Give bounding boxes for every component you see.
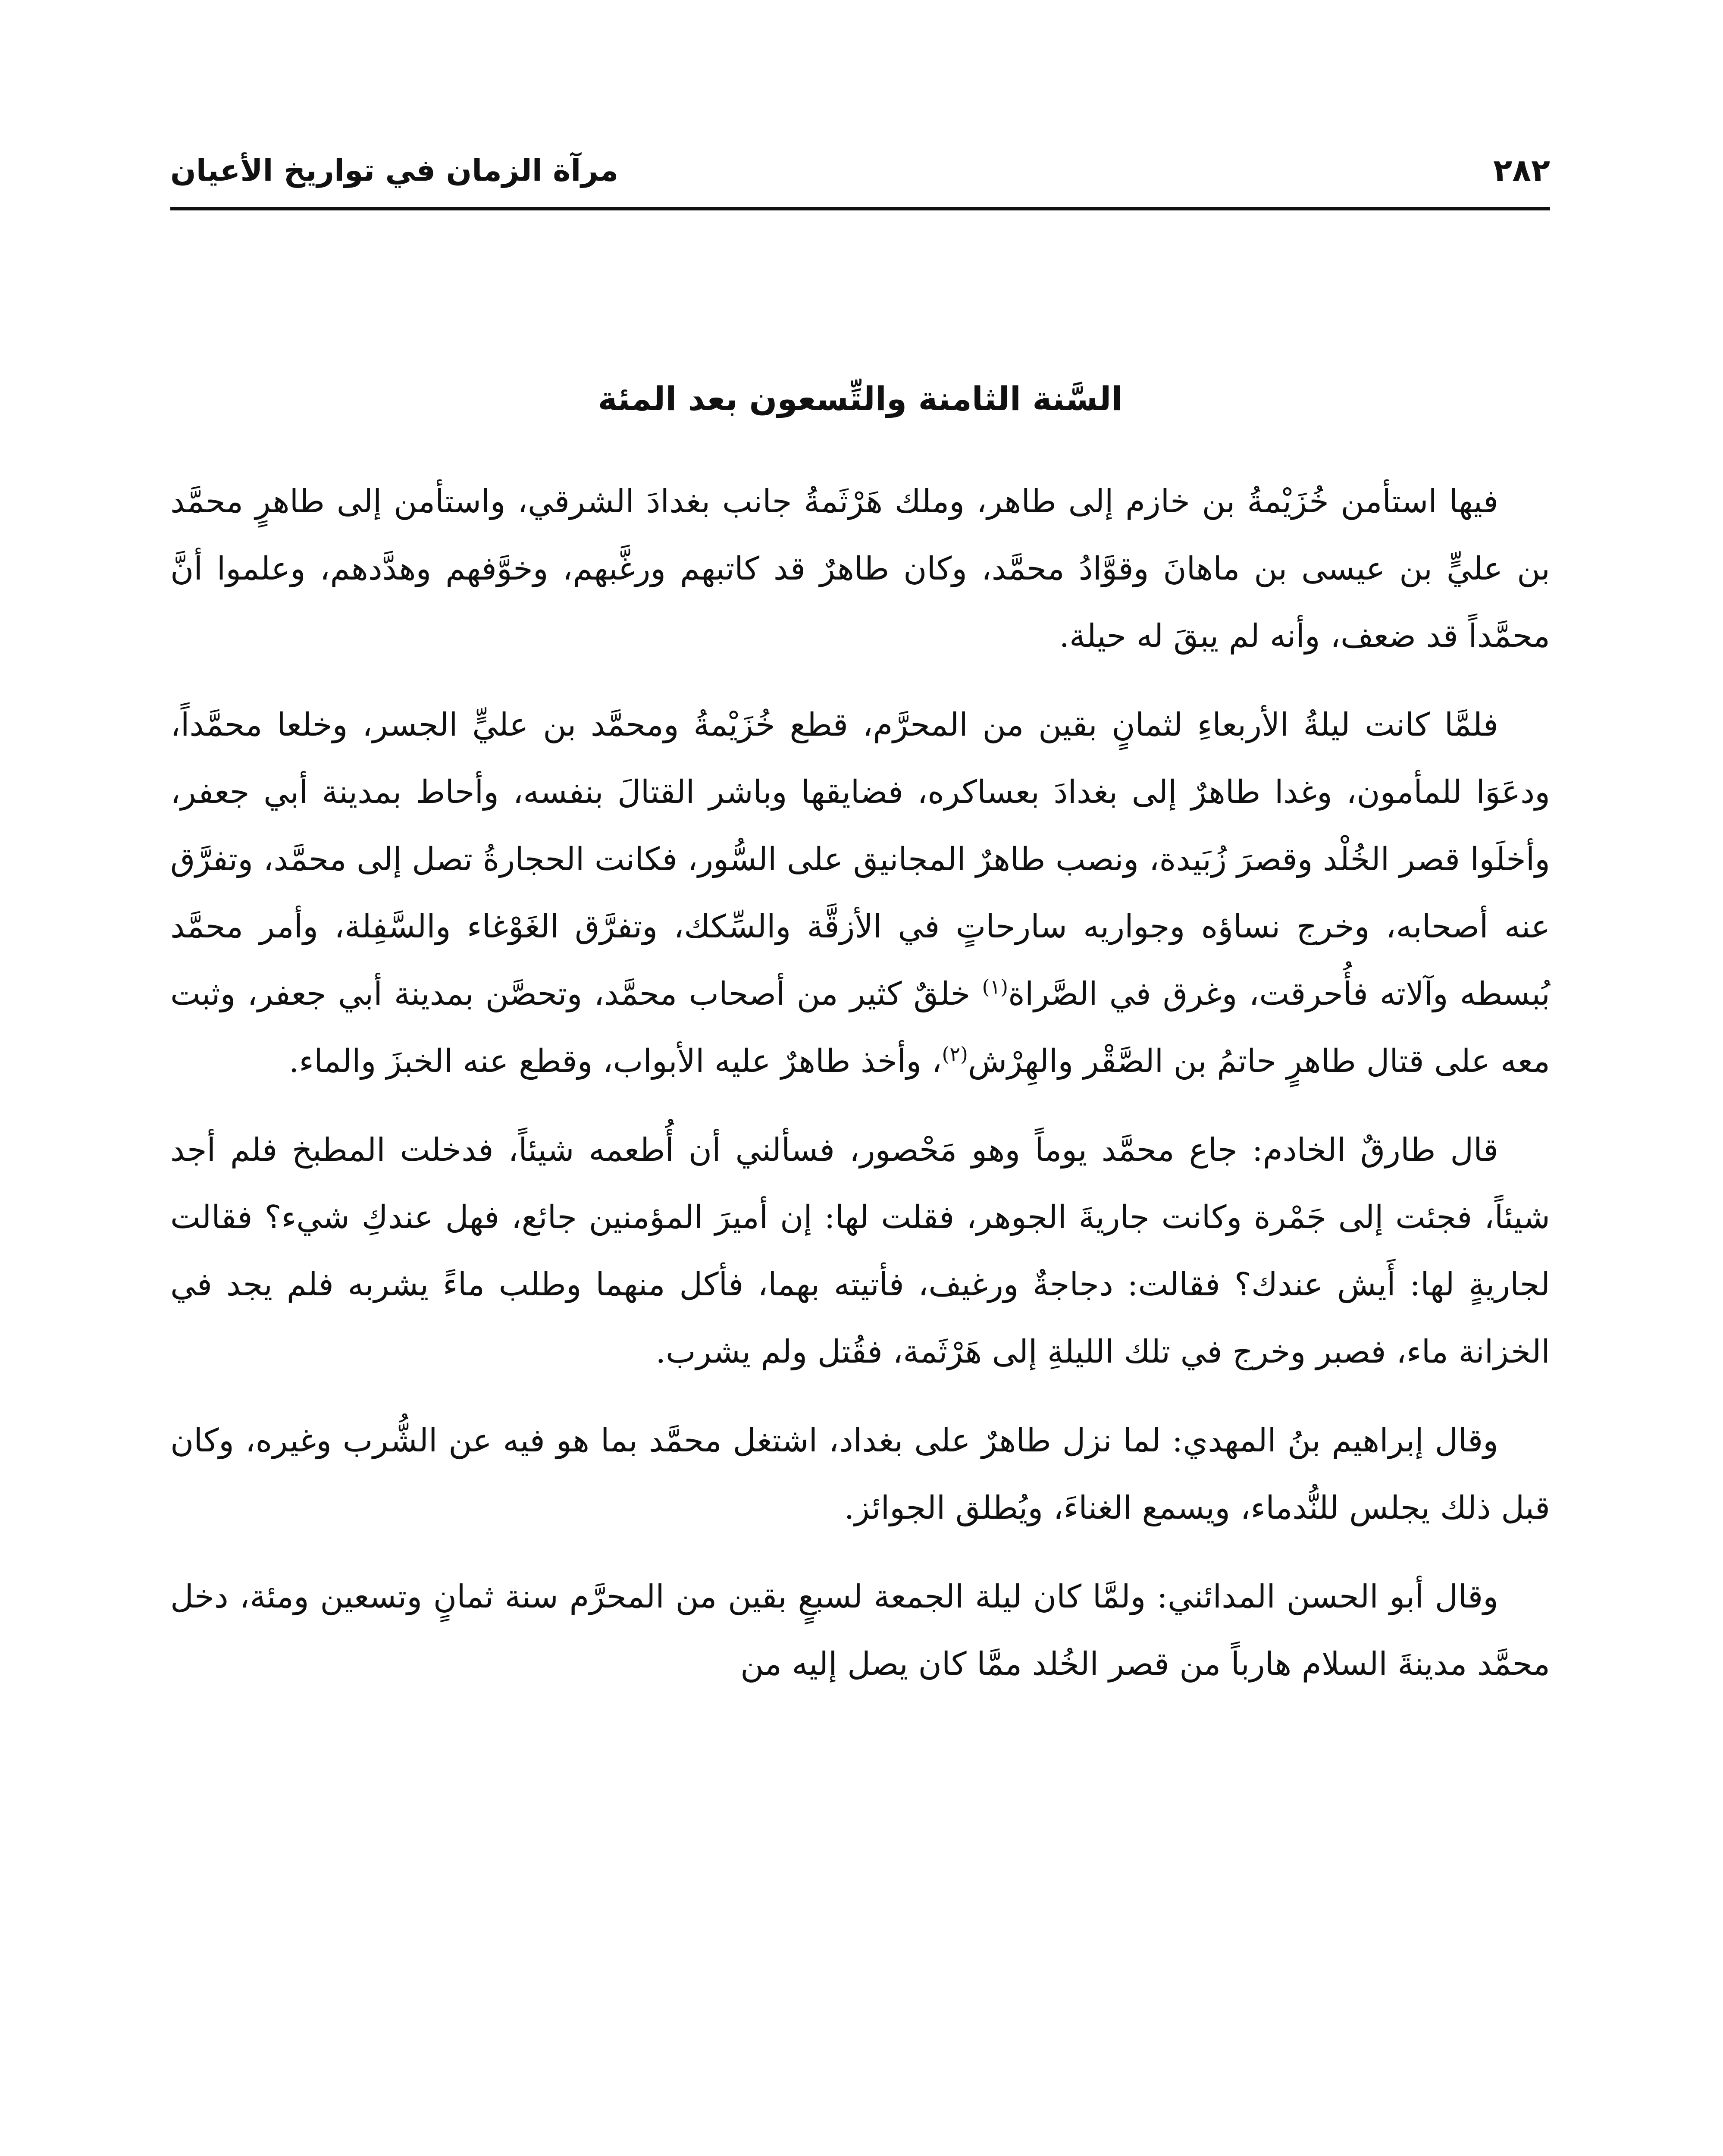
paragraph-3: قال طارقٌ الخادم: جاع محمَّد يوماً وهو مَحْصور، فسألني أن أُطعمه شيئاً، فدخلت المطبخ فلم أجد شيئاً، فجئت إلى جَمْرة وكانت جاريةَ الجوهر، فقلت لها: إن أميرَ المؤمنين جائع، فهل عندكِ شيء؟ فقالت لجاريةٍ لها: أَيش عندك؟ فقالت: دجاجةٌ ورغيف، فأتيته بهما، فأكل منهما وطلب ماءً يشربه فلم يجد في الخزانة ماء، فصبر وخرج في تلك الليلةِ إلى هَرْثَمة، فقُتل ولم يشرب.	[170, 1131, 1550, 1370]
paragraph-2-part-a: فلمَّا كانت ليلةُ الأربعاءِ لثمانٍ بقين من المحرَّم، قطع خُزَيْمةُ ومحمَّد بن عليٍّ الجسر، وخلعا محمَّداً، ودعَوَا للمأمون، وغدا طاهرٌ إلى بغدادَ بعساكره، فضايقها وباشر القتالَ بنفسه، وأحاط بمدينة أبي جعفر، وأخلَوا قصر الخُلْد وقصرَ زُبَيدة، ونصب طاهرٌ المجانيق على السُّور، فكانت الحجارةُ تصل إلى محمَّد، وتفرَّق عنه أصحابه، وخرج نساؤه وجواريه سارحاتٍ في الأزقَّة والسِّكك، وتفرَّق الغَوْغاء والسَّفِلة، وأمر محمَّد بُبسطه وآلاته فأُحرقت، وغرق في الصَّراة	[170, 706, 1550, 1012]
paragraph-5: وقال أبو الحسن المدائني: ولمَّا كان ليلة الجمعة لسبعٍ بقين من المحرَّم سنة ثمانٍ وتسعين ومئة، دخل محمَّد مدينةَ السلام هارباً من قصر الخُلد ممَّا كان يصل إليه من	[170, 1578, 1550, 1683]
paragraph-2	[170, 691, 1550, 1095]
book-title: مرآة الزمان في تواريخ الأعيان	[170, 153, 619, 188]
paragraph-2-part-b: خلقٌ كثير من أصحاب محمَّد، وتحصَّن بمدينة أبي جعفر، وثبت معه على قتال طاهرٍ حاتمُ بن الصَّقْر والهِرْش	[170, 975, 1550, 1080]
section-heading: السَّنة الثامنة والتِّسعون بعد المئة	[598, 379, 1123, 418]
paragraph-2-part-c: ، وأخذ طاهرٌ عليه الأبواب، وقطع عنه الخبزَ والماء.	[288, 1043, 942, 1080]
footnote-ref-2: (٢)	[942, 1042, 968, 1066]
footnote-ref-1: (١)	[982, 975, 1009, 999]
header-rule	[170, 207, 1550, 210]
paragraph-4: وقال إبراهيم بنُ المهدي: لما نزل طاهرٌ على بغداد، اشتغل محمَّد بما هو فيه عن الشُّرب وغيره، وكان قبل ذلك يجلس للنُّدماء، ويسمع الغناءَ، ويُطلق الجوائز.	[170, 1422, 1550, 1526]
body-text	[170, 468, 1550, 1719]
running-header	[170, 142, 1550, 198]
paragraph-1: فيها استأمن خُزَيْمةُ بن خازم إلى طاهر، وملك هَرْثَمةُ جانب بغدادَ الشرقي، واستأمن إلى طاهرٍ محمَّد بن عليٍّ بن عيسى بن ماهانَ وقوَّادُ محمَّد، وكان طاهرٌ قد كاتبهم ورغَّبهم، وخوَّفهم وهدَّدهم، وعلموا أنَّ محمَّداً قد ضعف، وأنه لم يبقَ له حيلة.	[170, 483, 1550, 655]
page-number: ٢٨٢	[1493, 152, 1550, 188]
